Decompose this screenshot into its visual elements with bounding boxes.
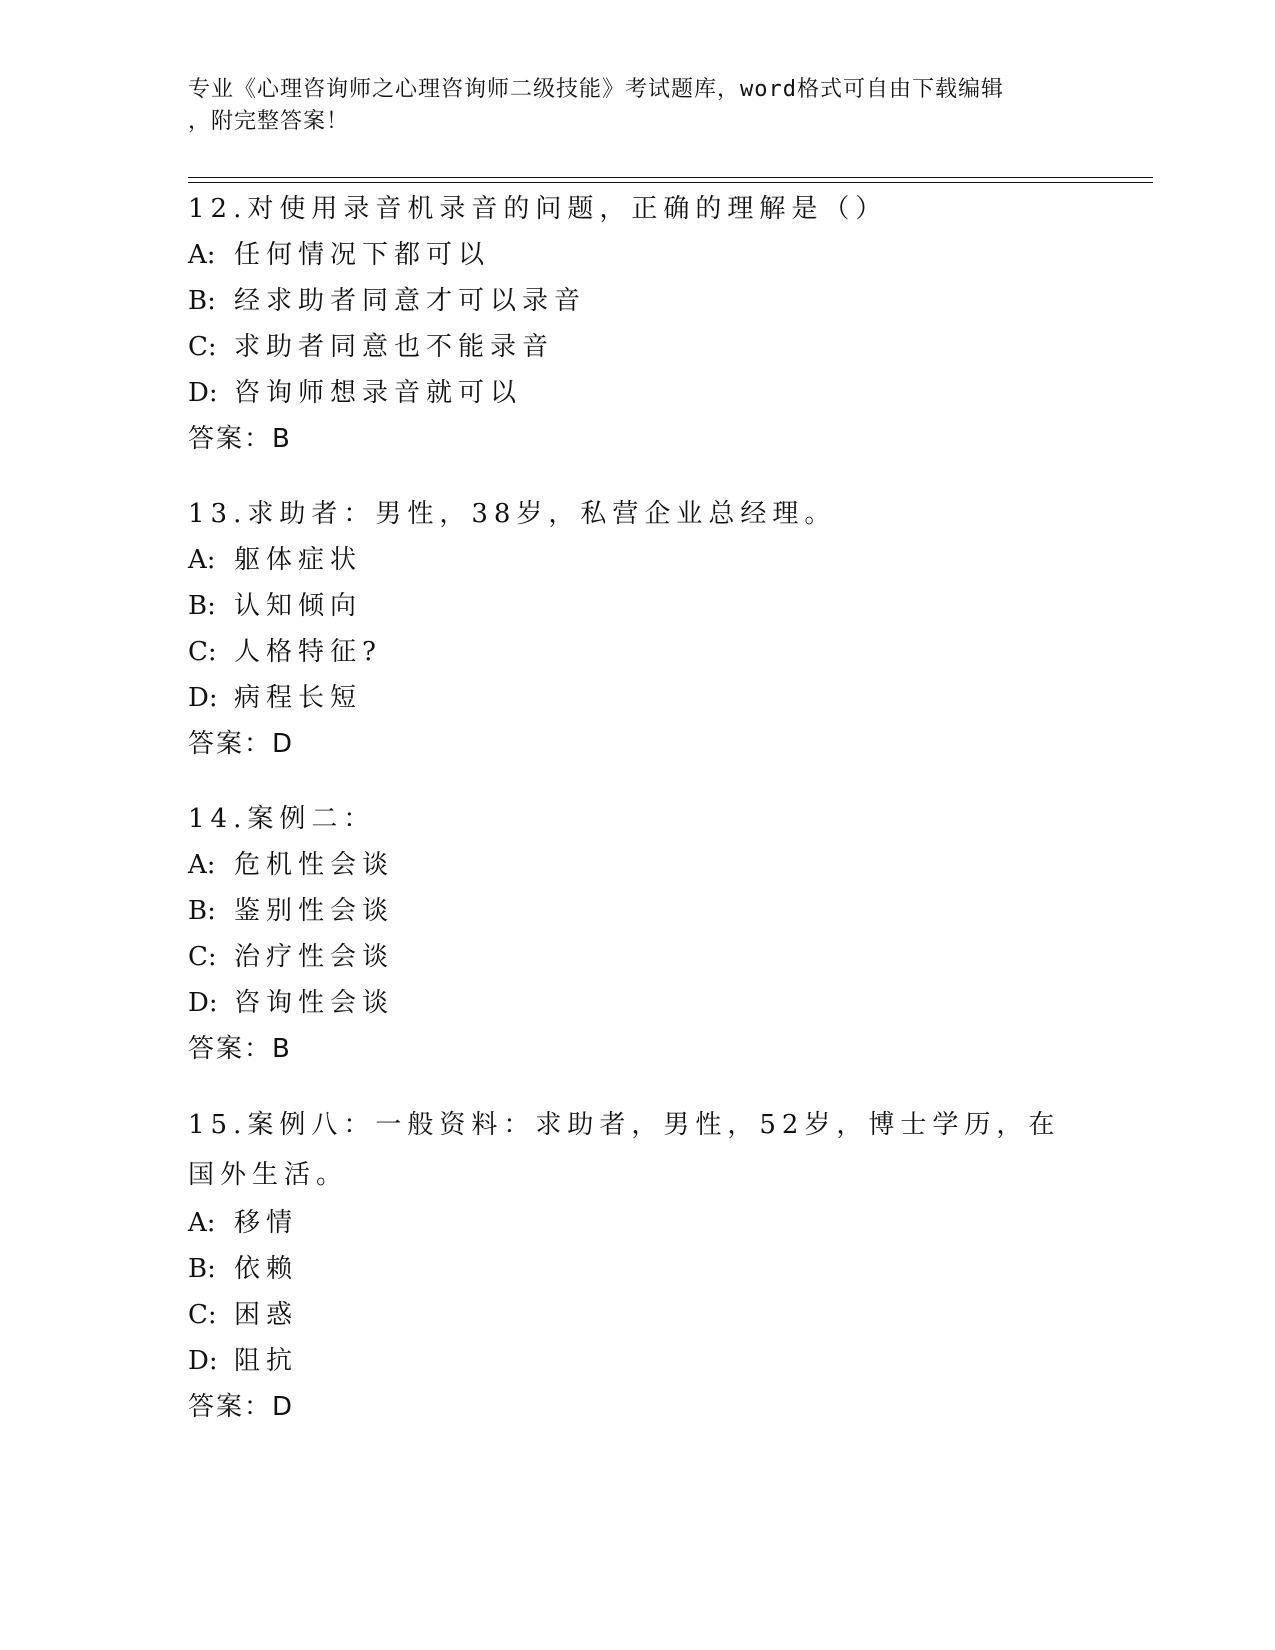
option-d (188, 370, 1118, 416)
option-text: 认知倾向 (234, 591, 363, 621)
option-letter: A: (188, 545, 216, 575)
option-letter: A: (188, 1208, 216, 1238)
answer-label: 答案： (188, 1034, 273, 1064)
question-title: 15.案例八：一般资料：求助者，男性，52岁，博士学历，在国外生活。 (188, 1110, 1061, 1190)
option-text: 咨询师想录音就可以 (234, 378, 523, 408)
question-15 (188, 1100, 1118, 1430)
answer-value: D (272, 1392, 294, 1422)
option-letter: B: (188, 591, 216, 621)
document-header (188, 74, 1088, 138)
option-a (188, 537, 1118, 583)
option-letter: D: (188, 1346, 218, 1376)
answer-value: D (272, 729, 294, 759)
option-c (188, 934, 1118, 980)
header-divider-bottom (188, 182, 1153, 183)
option-text: 咨询性会谈 (234, 988, 395, 1018)
option-b (188, 583, 1118, 629)
header-line-1: 专业《心理咨询师之心理咨询师二级技能》考试题库，word格式可自由下载编辑 (188, 77, 1004, 102)
option-letter: B: (188, 286, 216, 316)
question-13 (188, 491, 1118, 767)
option-letter: A: (188, 850, 216, 880)
answer-label: 答案： (188, 1392, 273, 1422)
option-letter: C: (188, 332, 217, 362)
option-text: 躯体症状 (234, 545, 363, 575)
option-a (188, 842, 1118, 888)
option-letter: A: (188, 240, 216, 270)
option-text: 经求助者同意才可以录音 (234, 286, 587, 316)
question-title: 12.对使用录音机录音的问题，正确的理解是（） (188, 194, 888, 224)
option-b (188, 278, 1118, 324)
question-title: 13.求助者：男性，38岁，私营企业总经理。 (188, 499, 837, 529)
option-text: 病程长短 (234, 683, 363, 713)
option-text: 人格特征? (234, 637, 382, 667)
option-b (188, 888, 1118, 934)
option-letter: C: (188, 637, 217, 667)
option-letter: D: (188, 683, 218, 713)
option-a (188, 232, 1118, 278)
option-d (188, 675, 1118, 721)
option-c (188, 324, 1118, 370)
option-letter: C: (188, 1300, 217, 1330)
option-text: 危机性会谈 (234, 850, 395, 880)
question-14 (188, 796, 1118, 1072)
option-text: 困惑 (234, 1300, 299, 1330)
question-title: 14.案例二： (188, 804, 376, 834)
option-text: 阻抗 (234, 1346, 299, 1376)
option-c (188, 629, 1118, 675)
answer-value: B (272, 424, 291, 454)
header-line-2: ，附完整答案！ (188, 109, 350, 134)
option-text: 移情 (234, 1208, 299, 1238)
answer-line (188, 1384, 1118, 1430)
answer-line (188, 1026, 1118, 1072)
option-text: 任何情况下都可以 (234, 240, 491, 270)
option-c (188, 1292, 1118, 1338)
option-text: 治疗性会谈 (234, 942, 395, 972)
answer-value: B (272, 1034, 291, 1064)
option-letter: D: (188, 378, 218, 408)
answer-label: 答案： (188, 729, 273, 759)
option-letter: D: (188, 988, 218, 1018)
option-d (188, 980, 1118, 1026)
header-divider-top (188, 177, 1153, 178)
option-text: 鉴别性会谈 (234, 896, 395, 926)
answer-line (188, 721, 1118, 767)
answer-line (188, 416, 1118, 462)
option-letter: B: (188, 1254, 216, 1284)
option-letter: B: (188, 896, 216, 926)
answer-label: 答案： (188, 424, 273, 454)
option-d (188, 1338, 1118, 1384)
option-a (188, 1200, 1118, 1246)
option-text: 依赖 (234, 1254, 299, 1284)
option-letter: C: (188, 942, 217, 972)
option-b (188, 1246, 1118, 1292)
question-12 (188, 186, 1118, 462)
option-text: 求助者同意也不能录音 (234, 332, 555, 362)
